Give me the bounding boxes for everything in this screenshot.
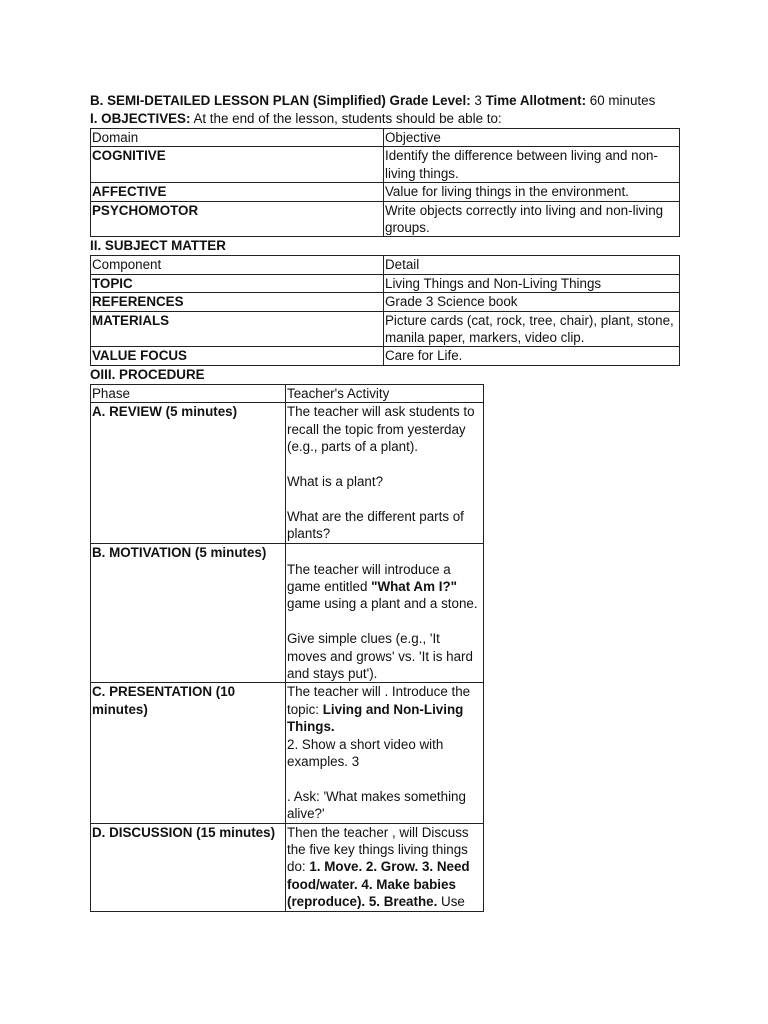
phase-cell-motivation: B. MOTIVATION (5 minutes) [91, 543, 286, 683]
objectives-table [90, 128, 680, 237]
table-row [91, 823, 484, 911]
time-allotment-value: 60 minutes [589, 93, 656, 108]
column-header-teacher-activity: Teacher's Activity [286, 384, 484, 402]
motivation-paragraph-1 [287, 561, 482, 613]
table-header-row [91, 384, 484, 402]
review-paragraph-2: What is a plant? [287, 473, 384, 489]
table-row [91, 293, 680, 311]
table-row [91, 403, 484, 543]
paragraph-gap [287, 456, 482, 473]
objective-cell: Identify the difference between living and non-living things. [384, 147, 680, 183]
procedure-table [90, 384, 484, 912]
review-paragraph-1: The teacher will ask students to recall the topic from yesterday (e.g., parts of a plant). [287, 404, 475, 455]
discussion-paragraph-1 [287, 824, 482, 911]
paragraph-gap [287, 770, 482, 787]
component-cell: TOPIC [91, 274, 384, 292]
presentation-topic: Living and Non-Living Things. [287, 701, 464, 735]
table-row [91, 347, 680, 365]
grade-level-value: 3 [474, 93, 482, 108]
presentation-paragraph-1 [287, 683, 482, 735]
activity-cell-motivation [286, 543, 484, 683]
phase-cell-presentation: C. PRESENTATION (10 minutes) [91, 683, 286, 823]
objective-cell: Write objects correctly into living and non-living groups. [384, 201, 680, 237]
table-row [91, 274, 680, 292]
presentation-paragraph-2: 2. Show a short video with examples. 3 [287, 736, 444, 769]
component-cell: REFERENCES [91, 293, 384, 311]
column-header-detail: Detail [384, 256, 680, 274]
table-row [91, 201, 680, 237]
presentation-paragraph-3: . Ask: 'What makes something alive?' [287, 788, 466, 822]
table-row [91, 147, 680, 183]
component-cell: VALUE FOCUS [91, 347, 384, 365]
procedure-heading: OIII. PROCEDURE [90, 366, 205, 382]
objective-cell: Value for living things in the environment. [384, 183, 680, 201]
presentation-text-pre: The teacher will . Introduce the topic: [287, 684, 471, 717]
domain-cell: PSYCHOMOTOR [91, 201, 384, 237]
paragraph-gap [287, 490, 482, 507]
column-header-component: Component [91, 256, 384, 274]
detail-cell: Care for Life. [384, 347, 680, 365]
discussion-text-pre: Then the teacher , will Discuss the five key things living things do: [287, 824, 469, 875]
detail-cell: Grade 3 Science book [384, 293, 680, 311]
lesson-plan-page [90, 92, 690, 912]
column-header-phase: Phase [91, 384, 286, 402]
motivation-text-post: game using a plant and a stone. [287, 596, 478, 612]
paragraph-gap [287, 613, 482, 630]
detail-cell: Picture cards (cat, rock, tree, chair), plant, stone, manila paper, markers, video clip. [384, 311, 680, 347]
phase-cell-discussion: D. DISCUSSION (15 minutes) [91, 823, 286, 911]
time-allotment-label: Time Allotment: [485, 93, 587, 108]
column-header-domain: Domain [91, 129, 384, 147]
objectives-heading-line [90, 110, 690, 128]
subject-matter-table [90, 255, 680, 365]
lesson-plan-title: B. SEMI-DETAILED LESSON PLAN (Simplified) Grade Level: [90, 93, 471, 108]
objectives-intro: At the end of the lesson, students should be able to: [193, 111, 502, 126]
review-paragraph-3: What are the different parts of plants? [287, 508, 464, 542]
discussion-text-post: Use [437, 894, 465, 910]
subject-matter-heading: II. SUBJECT MATTER [90, 238, 226, 254]
table-row [91, 683, 484, 823]
game-title: "What Am I?" [371, 578, 457, 594]
table-header-row [91, 129, 680, 147]
domain-cell: COGNITIVE [91, 147, 384, 183]
activity-cell-presentation [286, 683, 484, 823]
motivation-paragraph-2: Give simple clues (e.g., 'It moves and grows' vs. 'It is hard and stays put'). [287, 631, 473, 681]
objectives-heading: I. OBJECTIVES: [90, 111, 191, 126]
motivation-text-pre: The teacher will introduce a game entitled [287, 561, 451, 594]
domain-cell: AFFECTIVE [91, 183, 384, 201]
phase-cell-review: A. REVIEW (5 minutes) [91, 403, 286, 543]
component-cell: MATERIALS [91, 311, 384, 347]
activity-cell-review [286, 403, 484, 543]
discussion-key-things: 1. Move. 2. Grow. 3. Need food/water. 4. Make babies (reproduce). 5. Breathe. [287, 859, 470, 910]
table-row [91, 183, 680, 201]
table-row [91, 311, 680, 347]
lesson-plan-title-line [90, 92, 690, 110]
table-row [91, 543, 484, 683]
detail-cell: Living Things and Non-Living Things [384, 274, 680, 292]
table-header-row [91, 256, 680, 274]
activity-cell-discussion [286, 823, 484, 911]
column-header-objective: Objective [384, 129, 680, 147]
